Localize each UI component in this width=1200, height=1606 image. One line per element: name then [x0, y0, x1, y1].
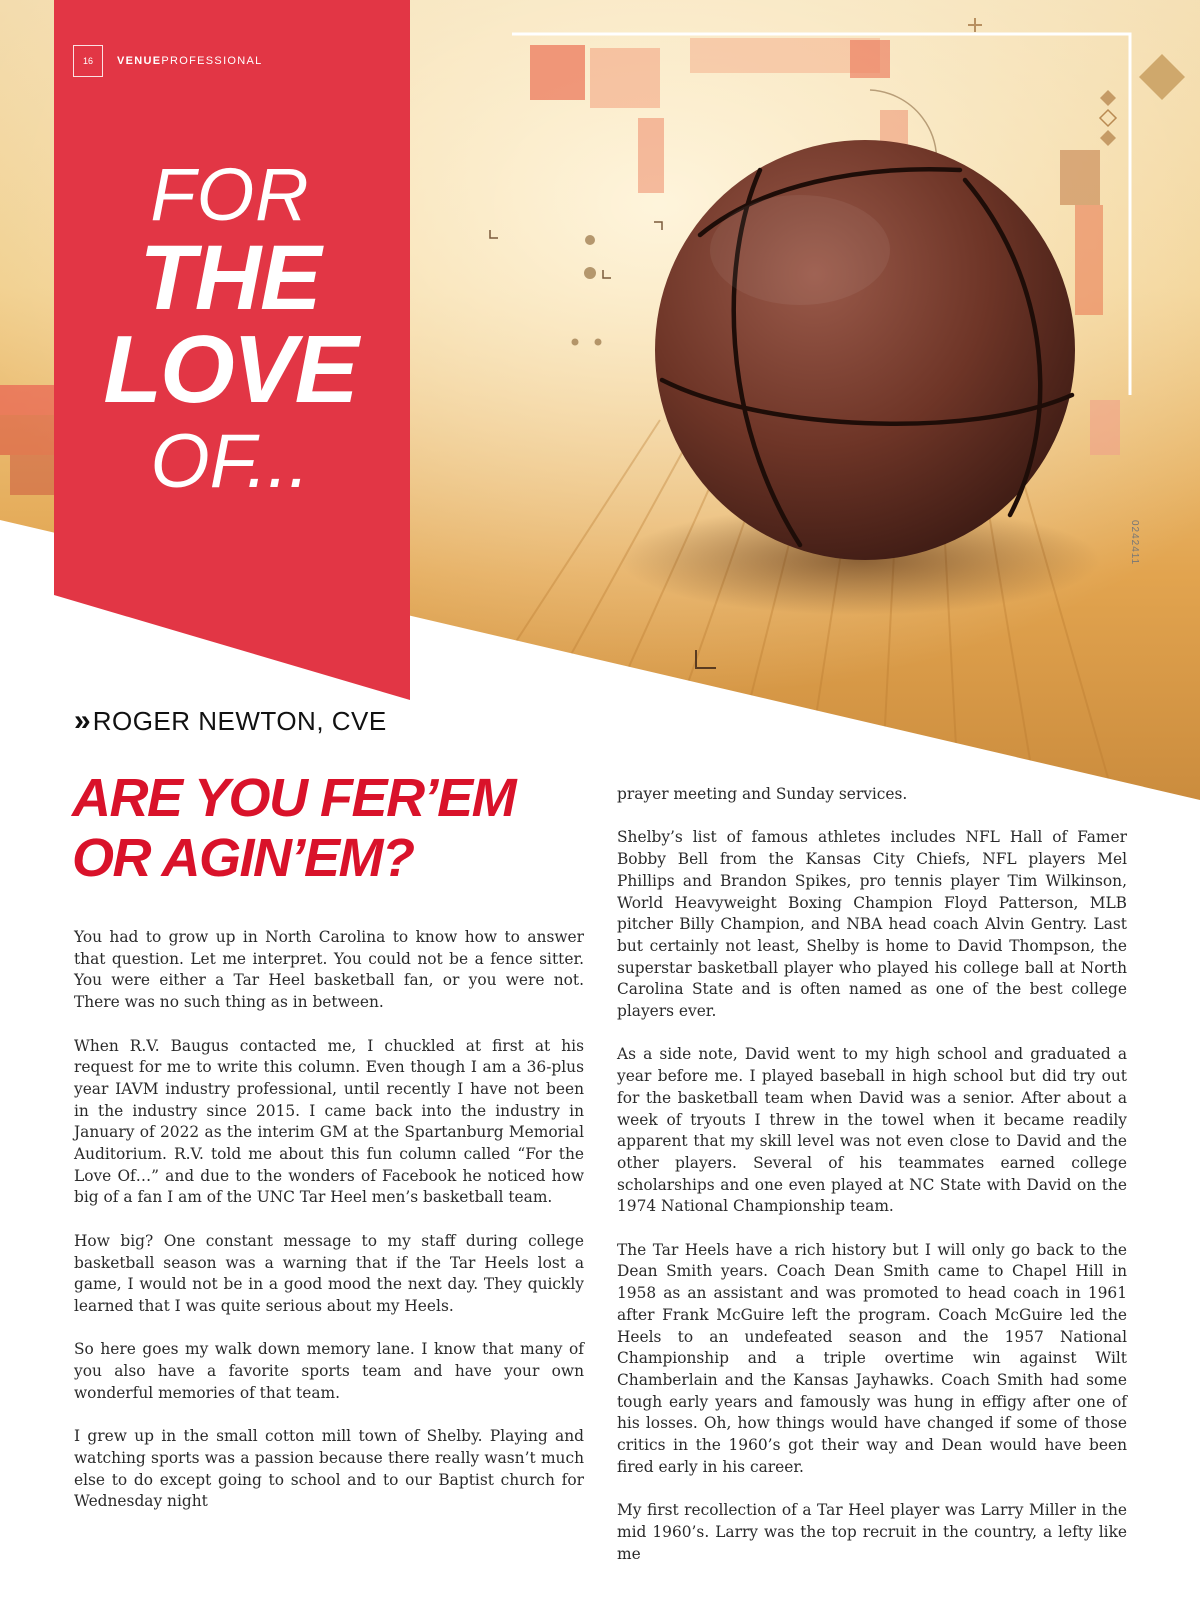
paragraph: You had to grow up in North Carolina to know how to answer that question. Let me interpret. You could not be a fence sitter. You were either a Tar Heel basketball fan, or you were not. There was no such thing as in between.: [74, 928, 584, 1012]
paragraph: When R.V. Baugus contacted me, I chuckled at first at his request for me to write this column. Even though I am a 36-plus year IAVM industry professional, until recently I have not been in the industry since 2015. I came back into the industry in January of 2022 as the interim GM at the Spartanburg Memorial Auditorium. R.V. told me about this fun column called “For the Love Of…” and due to the wonders of Facebook he noticed how big of a fan I am of the UNC Tar Heel men’s basketball team.: [74, 1036, 584, 1207]
feature-title-for: FOR: [150, 153, 310, 236]
double-chevron-right-icon: »: [74, 704, 87, 737]
paragraph-continued: prayer meeting and Sunday services.: [617, 785, 908, 803]
paragraph: So here goes my walk down memory lane. I know that many of you also have a favorite sports team and have your own wonderful memories of that team.: [74, 1340, 584, 1402]
magazine-name: [117, 55, 263, 67]
feature-title-love: LOVE: [103, 316, 357, 423]
article-column-1: [74, 927, 584, 1535]
feature-title-the: THE: [139, 227, 321, 329]
magazine-name-light: PROFESSIONAL: [161, 55, 263, 67]
photo-credit-code: 0242411: [1129, 520, 1140, 566]
paragraph: The Tar Heels have a rich history but I will only go back to the Dean Smith years. Coach Dean Smith came to Chapel Hill in 1958 as an assistant and was promoted to head coach in 1961 after Frank McGuire left the program. Coach McGuire led the Heels to an undefeated season and the 1957 National Championship and a triple overtime win against Wilt Chamberlain and the Kansas Jayhawks. Coach Smith had some tough early years and famously was hung in effigy after one of his losses. Oh, how things would have changed if some of those critics in the 1960’s got their way and Dean would have been fired early in his career.: [617, 1240, 1127, 1476]
paragraph: Shelby’s list of famous athletes includes NFL Hall of Famer Bobby Bell from the Kansas City Chiefs, NFL players Mel Phillips and Brandon Spikes, pro tennis player Tim Wilkinson, World Heavyweight Boxing Champion Floyd Patterson, MLB pitcher Billy Champion, and NBA head coach Alvin Gentry. Last but certainly not least, Shelby is home to David Thompson, the superstar basketball player who played his college ball at North Carolina State and is often named as one of the best college players ever.: [617, 828, 1127, 1021]
paragraph: As a side note, David went to my high school and graduated a year before me. I played baseball in high school but did try out for the basketball team when David was a senior. After about a week of tryouts I threw in the towel when it became readily apparent that my skill level was not even close to David and the other players. Several of his teammates earned college scholarships and one even played at NC State with David on the 1974 National Championship team.: [617, 1045, 1127, 1216]
paragraph: My first recollection of a Tar Heel player was Larry Miller in the mid 1960’s. Larry was the top recruit in the country, a lefty like me: [617, 1501, 1127, 1563]
headline-line-2: OR AGIN’EM?: [72, 828, 414, 888]
author-byline: [74, 704, 387, 738]
page-number: 16: [73, 45, 103, 77]
paragraph: I grew up in the small cotton mill town of Shelby. Playing and watching sports was a passion because there really wasn’t much else to do except going to school and to our Baptist church for Wednesday night: [74, 1427, 584, 1511]
magazine-name-bold: VENUE: [117, 55, 162, 67]
article-headline: [72, 768, 592, 888]
author-name: ROGER NEWTON, CVE: [92, 705, 387, 736]
feature-title-of: OF...: [150, 419, 310, 504]
paragraph: How big? One constant message to my staff during college basketball season was a warning that if the Tar Heels lost a game, I would not be in a good mood the next day. They quickly learned that I was quite serious about my Heels.: [74, 1231, 584, 1315]
article-column-2: [617, 784, 1127, 1587]
headline-line-1: ARE YOU FER’EM: [72, 768, 516, 828]
page-folio: [73, 45, 263, 77]
